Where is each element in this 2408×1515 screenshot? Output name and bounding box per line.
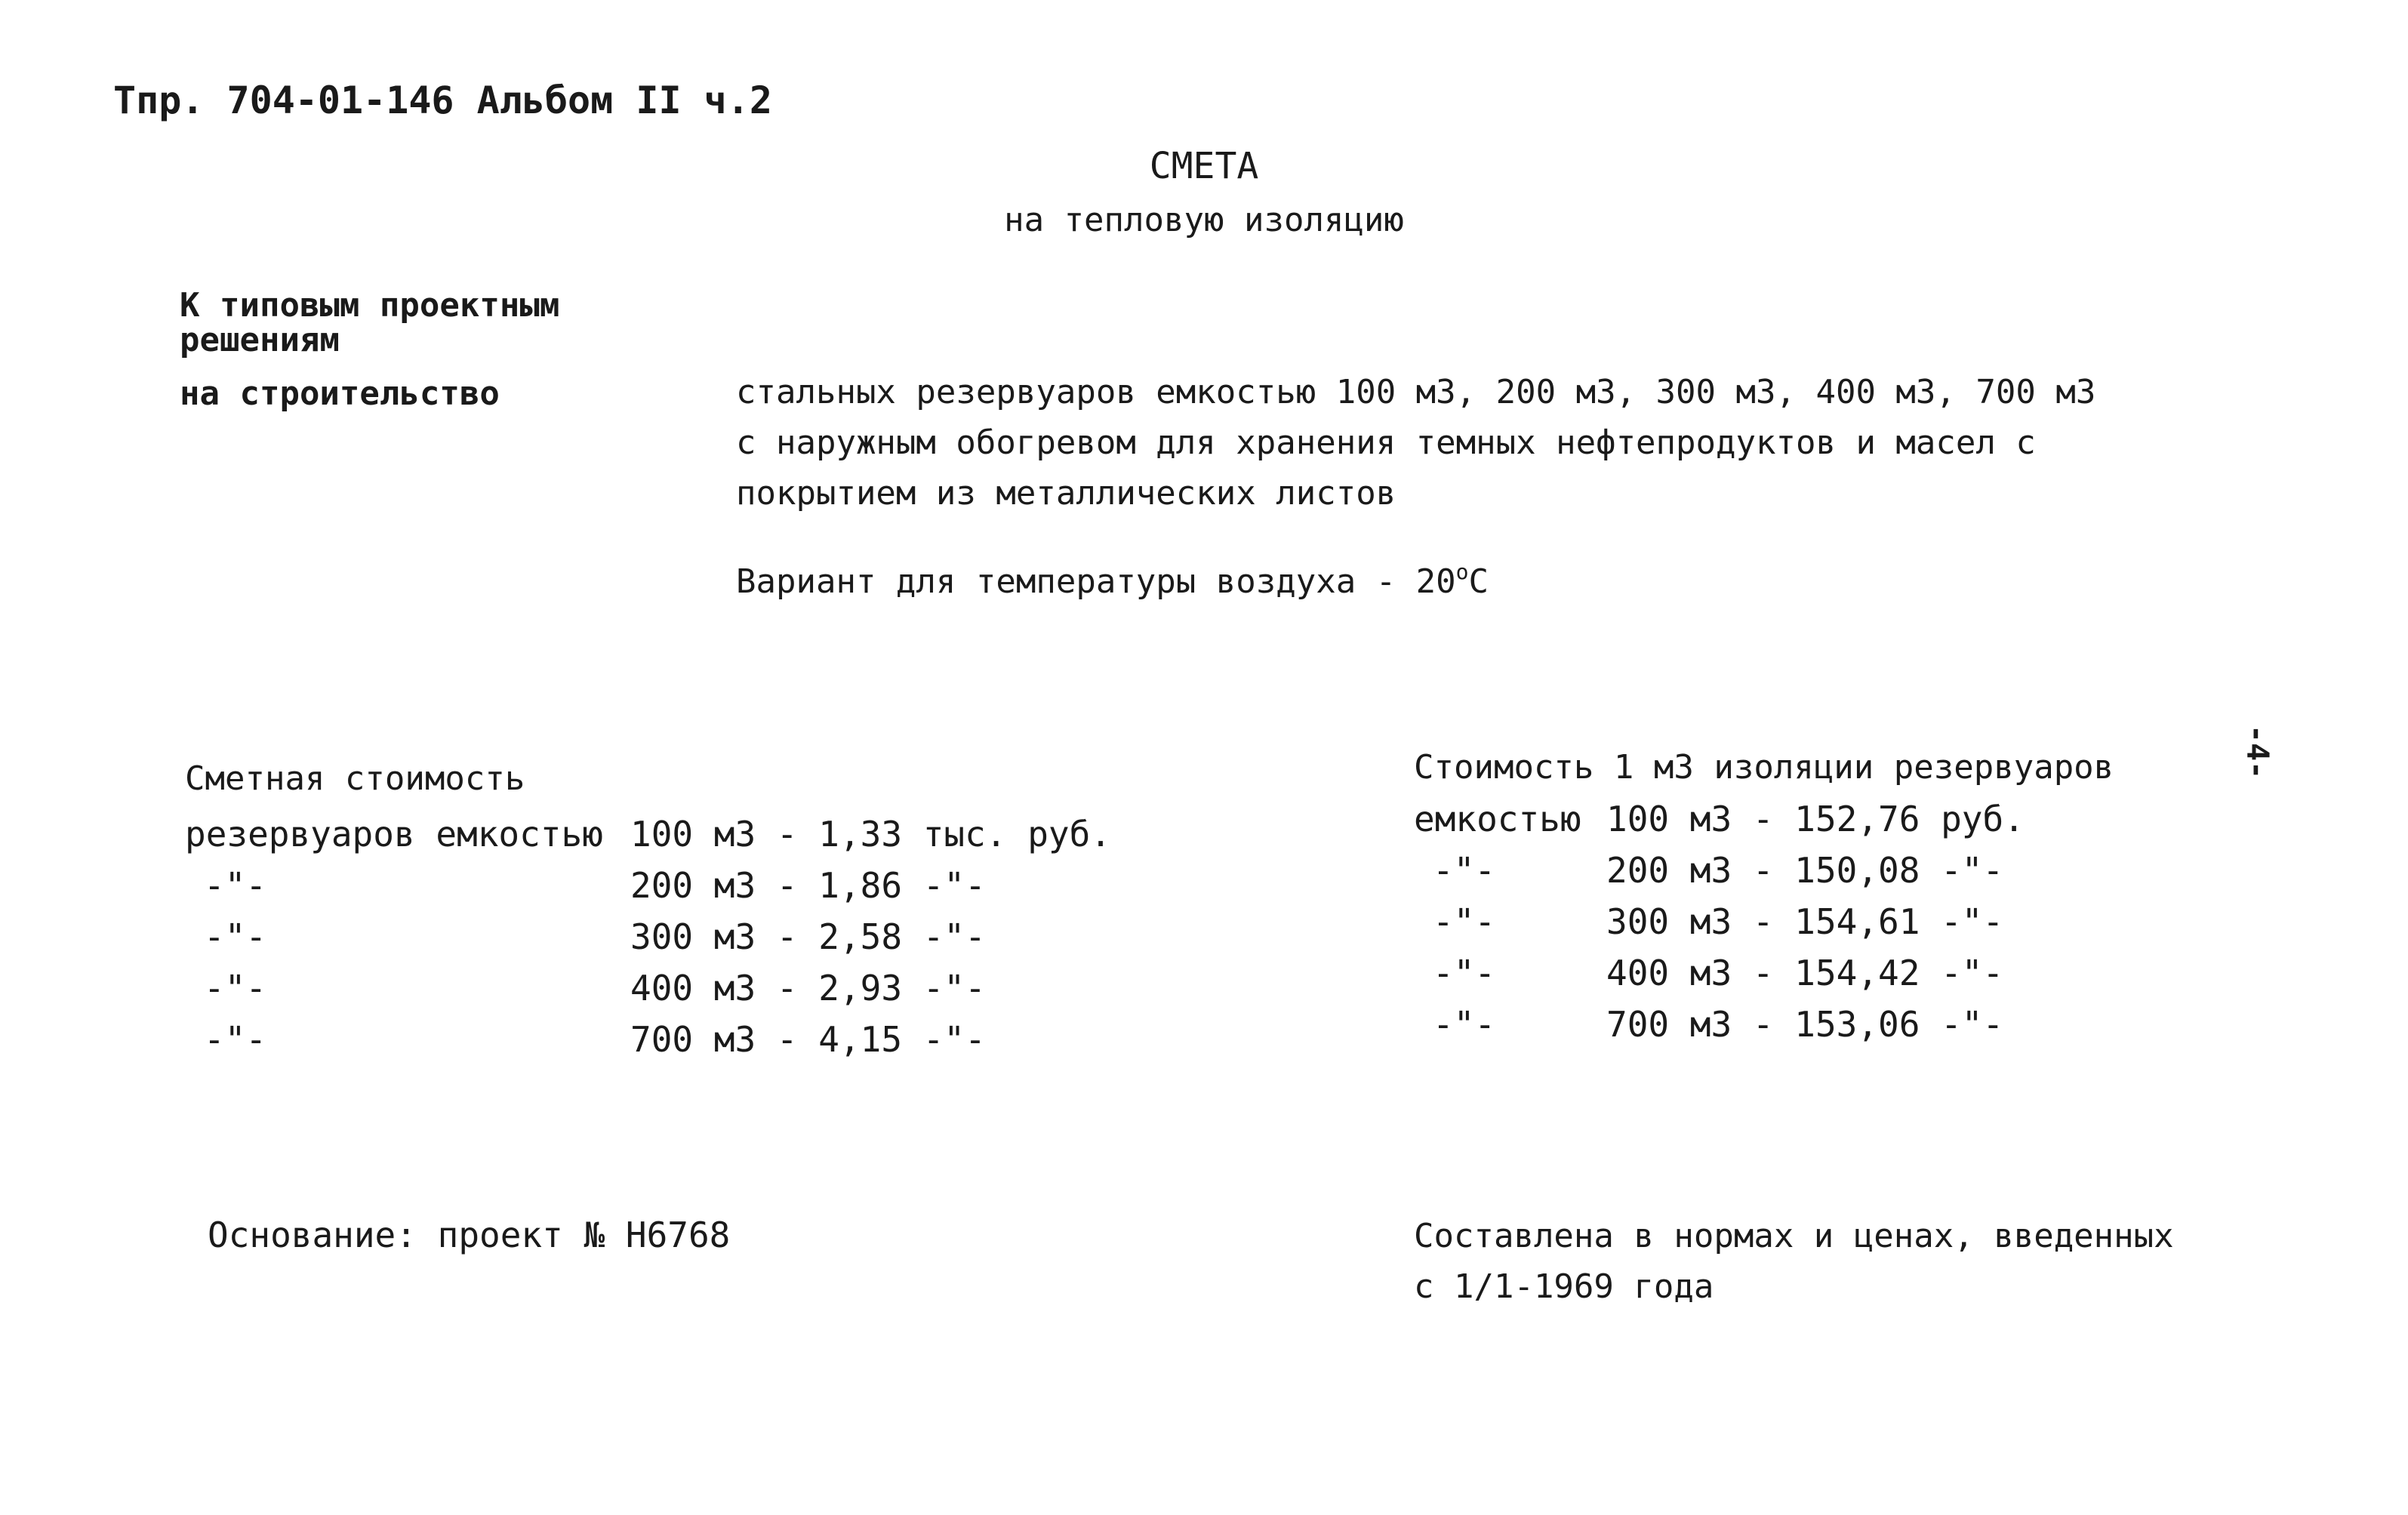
row-value: 300 м3 - 154,61 -"- xyxy=(1606,901,2004,942)
document-subtitle: на тепловую изоляцию xyxy=(1004,201,1404,239)
unit-cost-row xyxy=(1414,901,2320,942)
basis-note: Основание: проект № Н6768 xyxy=(208,1215,731,1255)
unit-cost-row xyxy=(1414,850,2320,891)
row-label: -"- xyxy=(1433,1004,1496,1045)
label-construction: на строительство xyxy=(180,374,500,413)
document-code: Тпр. 704-01-146 Альбом II ч.2 xyxy=(113,79,772,122)
estimated-cost-heading: Сметная стоимость xyxy=(185,759,525,798)
description-line-2: с наружным обогревом для хранения темных нефтепродуктов и масел с xyxy=(736,423,2036,462)
label-to-solutions-line-2: решениям xyxy=(180,321,340,359)
document-title: СМЕТА xyxy=(1149,145,1259,187)
row-value: 300 м3 - 2,58 -"- xyxy=(630,916,986,957)
row-value: 200 м3 - 150,08 -"- xyxy=(1606,850,2004,891)
degree-mark: о xyxy=(1455,559,1469,584)
row-label: -"- xyxy=(1433,953,1496,993)
row-label: -"- xyxy=(204,968,267,1008)
temperature-variant xyxy=(736,559,1489,601)
description-line-3: покрытием из металлических листов xyxy=(736,474,1396,513)
compiled-note-line-1: Составлена в нормах и ценах, введенных xyxy=(1414,1217,2174,1255)
row-label: емкостью xyxy=(1414,799,1581,839)
estimated-cost-row xyxy=(185,968,1166,1008)
compiled-note-line-2: с 1/1-1969 года xyxy=(1414,1267,1714,1306)
unit-cost-row xyxy=(1414,953,2320,993)
estimated-cost-row xyxy=(185,916,1166,957)
unit-cost-row xyxy=(1414,799,2320,839)
row-value: 400 м3 - 2,93 -"- xyxy=(630,968,986,1008)
estimated-cost-row xyxy=(185,1019,1166,1060)
row-value: 100 м3 - 152,76 руб. xyxy=(1606,799,2025,839)
label-to-solutions-line-1: К типовым проектным xyxy=(180,286,560,325)
estimated-cost-row xyxy=(185,865,1166,906)
row-label: резервуаров емкостью xyxy=(185,814,603,854)
row-label: -"- xyxy=(1433,850,1496,891)
page-number-mark: -4- xyxy=(2240,725,2274,780)
description-line-1: стальных резервуаров емкостью 100 м3, 200 м3, 300 м3, 400 м3, 700 м3 xyxy=(736,373,2096,411)
estimated-cost-row xyxy=(185,814,1166,854)
row-label: -"- xyxy=(1433,901,1496,942)
label-to-standard-solutions xyxy=(180,288,559,358)
unit-cost-heading: Стоимость 1 м3 изоляции резервуаров xyxy=(1414,748,2114,787)
unit-cost-row xyxy=(1414,1004,2320,1045)
row-value: 700 м3 - 153,06 -"- xyxy=(1606,1004,2004,1045)
row-label: -"- xyxy=(204,916,267,957)
row-label: -"- xyxy=(204,1019,267,1060)
row-label: -"- xyxy=(204,865,267,906)
row-value: 700 м3 - 4,15 -"- xyxy=(630,1019,986,1060)
row-value: 400 м3 - 154,42 -"- xyxy=(1606,953,2004,993)
variant-unit: С xyxy=(1468,562,1489,601)
variant-text: Вариант для температуры воздуха - 20 xyxy=(736,562,1456,601)
row-value: 200 м3 - 1,86 -"- xyxy=(630,865,986,906)
row-value: 100 м3 - 1,33 тыс. руб. xyxy=(630,814,1111,854)
